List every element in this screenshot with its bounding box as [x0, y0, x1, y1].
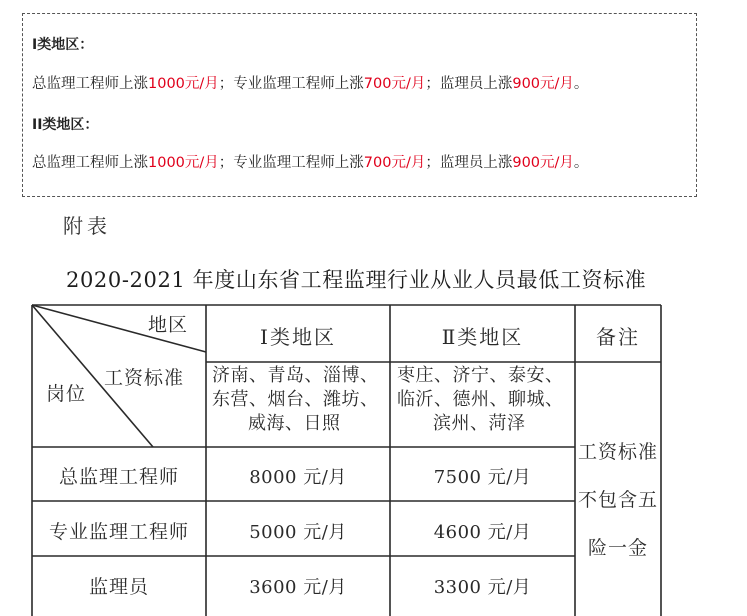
class2-supervisor-raise: 900元/月 [512, 155, 574, 171]
class1-chief-raise: 1000元/月 [148, 76, 219, 92]
class1-cities-line: 济南、青岛、淄博、 [212, 365, 379, 386]
table-title: 2020-2021 年度山东省工程监理行业从业人员最低工资标准 [66, 268, 647, 292]
class2-text-4: 。 [573, 155, 589, 171]
row-chief-class2: 7500 元/月 [433, 467, 532, 488]
class2-cities-line: 临沂、德州、聊城、 [397, 389, 564, 410]
corner-post-label: 岗位 [46, 383, 87, 405]
note-cell [575, 428, 661, 572]
class2-city-list [397, 364, 564, 436]
class2-raise-line [32, 151, 588, 172]
corner-wage-label: 工资标准 [104, 367, 185, 389]
row-supervisor-class2: 3300 元/月 [433, 577, 532, 598]
appendix-label: 附表 [63, 214, 111, 238]
class1-specialist-raise: 700元/月 [363, 76, 426, 92]
class2-text-2: ；专业监理工程师上涨 [218, 155, 364, 171]
class1-heading: I类地区： [32, 37, 94, 53]
class2-cities-line: 滨州、菏泽 [433, 413, 526, 434]
header-note: 备注 [596, 325, 640, 349]
class2-heading: II类地区： [32, 117, 99, 133]
row-post-chief: 总监理工程师 [58, 466, 179, 488]
class1-city-list [212, 364, 379, 436]
row-post-supervisor: 监理员 [88, 576, 149, 598]
row-chief-class1: 8000 元/月 [249, 467, 347, 488]
note-line: 险一金 [587, 537, 648, 559]
row-supervisor-class1: 3600 元/月 [249, 577, 347, 598]
class2-text-3: ；监理员上涨 [425, 155, 513, 171]
corner-region-label: 地区 [148, 314, 189, 336]
class1-raise-line [32, 72, 588, 93]
note-line: 工资标准 [577, 441, 658, 463]
header-class2: Ⅱ类地区 [441, 325, 524, 349]
class2-specialist-raise: 700元/月 [363, 155, 426, 171]
class1-cities-line: 东营、烟台、潍坊、 [212, 389, 379, 410]
class1-supervisor-raise: 900元/月 [512, 76, 574, 92]
note-line: 不包含五 [577, 489, 658, 511]
class2-cities-line: 枣庄、济宁、泰安、 [397, 365, 564, 386]
row-post-specialist: 专业监理工程师 [48, 521, 189, 543]
class2-chief-raise: 1000元/月 [148, 155, 219, 171]
class1-cities-line: 威海、日照 [248, 413, 341, 434]
notice-box [22, 13, 697, 197]
class1-text-3: ；监理员上涨 [425, 76, 513, 92]
class1-text-2: ；专业监理工程师上涨 [218, 76, 364, 92]
header-class1: Ⅰ类地区 [260, 325, 336, 349]
class2-text-1: 总监理工程师上涨 [32, 155, 148, 171]
row-specialist-class2: 4600 元/月 [433, 522, 532, 543]
class1-text-4: 。 [573, 76, 589, 92]
row-specialist-class1: 5000 元/月 [249, 522, 347, 543]
class1-text-1: 总监理工程师上涨 [32, 76, 148, 92]
